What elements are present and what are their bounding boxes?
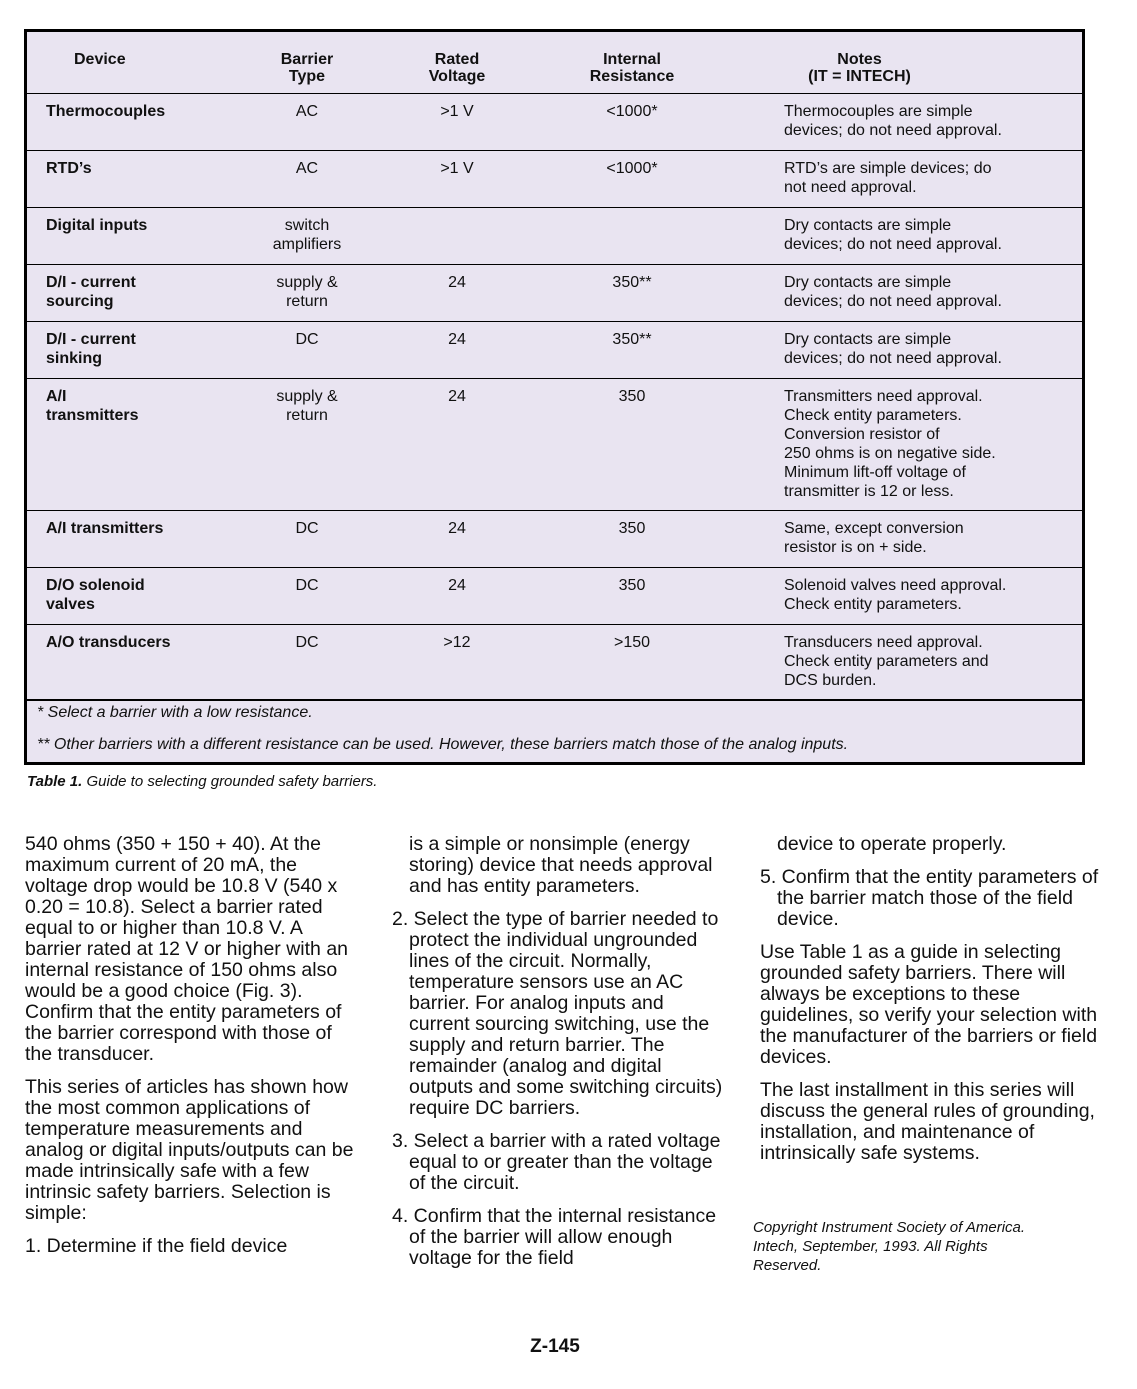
- barrier-cell: supply & return: [276, 274, 338, 310]
- device-cell: A/O transducers: [46, 634, 171, 651]
- voltage-cell: >1 V: [440, 160, 474, 177]
- barrier-cell: DC: [295, 331, 319, 348]
- resistance-cell: >150: [613, 634, 651, 651]
- table-row: [27, 379, 1082, 511]
- table-row: [27, 265, 1082, 322]
- paragraph: The last installment in this series will discuss the general rules of grounding, installation, and maintenance of intrinsically safe systems.: [760, 1079, 1095, 1164]
- notes-cell: Transducers need approval. Check entity parameters and DCS burden.: [784, 634, 989, 689]
- device-cell: D/I - current sinking: [46, 331, 136, 367]
- list-item: 3. Select a barrier with a rated voltage equal to or greater than the voltage of the circuit.: [392, 1130, 721, 1194]
- device-cell: A/I transmitters: [46, 520, 164, 537]
- text-column-2: [392, 834, 727, 1281]
- header-internal-resistance: Internal Resistance: [589, 51, 675, 85]
- barrier-cell: DC: [295, 520, 319, 537]
- table-header-row: [27, 32, 1082, 94]
- resistance-cell: 350: [618, 520, 646, 537]
- voltage-cell: >1 V: [440, 103, 474, 120]
- barrier-cell: DC: [295, 634, 319, 651]
- voltage-cell: 24: [448, 274, 466, 291]
- barrier-selection-table: [24, 29, 1085, 765]
- table-row: [27, 625, 1082, 701]
- text-column-1: [25, 834, 360, 1269]
- voltage-cell: 24: [448, 520, 466, 537]
- copyright-notice: Copyright Instrument Society of America. Intech, September, 1993. All Rights Reserved.: [753, 1219, 1026, 1274]
- table-caption: [27, 773, 377, 790]
- voltage-cell: 24: [448, 388, 466, 405]
- table-row: [27, 151, 1082, 208]
- header-rated-voltage: Rated Voltage: [428, 51, 486, 85]
- notes-cell: Transmitters need approval. Check entity parameters. Conversion resistor of 250 ohms is on negative side. Minimum lift-off voltage of transmitter is 12 or less.: [784, 388, 996, 500]
- list-item-continued: is a simple or nonsimple (energy storing) device that needs approval and has entity parameters.: [409, 833, 713, 897]
- barrier-cell: AC: [295, 103, 319, 120]
- notes-cell: Solenoid valves need approval. Check entity parameters.: [784, 577, 1007, 613]
- notes-cell: Same, except conversion resistor is on + side.: [784, 520, 964, 556]
- paragraph: This series of articles has shown how the most common applications of temperature measurements and analog or digital inputs/outputs can be made intrinsically safe with a few intrinsic safety barriers. Selection is simple:: [25, 1076, 354, 1224]
- caption-text: Guide to selecting grounded safety barriers.: [82, 773, 378, 790]
- table-row: [27, 208, 1082, 265]
- list-item: 5. Confirm that the entity parameters of the barrier match those of the field device.: [760, 866, 1099, 930]
- paragraph: Use Table 1 as a guide in selecting grounded safety barriers. There will always be exceptions to these guidelines, so verify your selection with the manufacturer of the barriers or field devices.: [760, 941, 1098, 1068]
- barrier-cell: DC: [295, 577, 319, 594]
- resistance-cell: 350**: [612, 274, 652, 291]
- barrier-cell: supply & return: [276, 388, 338, 424]
- text-column-3: [753, 833, 1105, 1275]
- device-cell: Thermocouples: [46, 103, 166, 120]
- table-row: [27, 568, 1082, 625]
- list-item: 4. Confirm that the internal resistance of the barrier will allow enough voltage for the field: [392, 1205, 717, 1269]
- table-footnote-1: * Select a barrier with a low resistance.: [37, 704, 313, 721]
- list-item: 2. Select the type of barrier needed to protect the individual ungrounded lines of the circuit. Normally, temperature sensors use an AC barrier. For analog inputs and current sourcing switching, use the supply and return barrier. The remainder (analog and digital outputs and some switching circuits) require DC barriers.: [392, 908, 723, 1119]
- voltage-cell: 24: [448, 331, 466, 348]
- header-barrier-type: Barrier Type: [280, 51, 334, 85]
- header-notes: Notes (IT = INTECH): [808, 51, 911, 85]
- table-row: [27, 322, 1082, 379]
- notes-cell: Dry contacts are simple devices; do not need approval.: [784, 217, 1002, 253]
- resistance-cell: 350: [618, 388, 646, 405]
- notes-cell: Dry contacts are simple devices; do not need approval.: [784, 274, 1002, 310]
- barrier-cell: AC: [295, 160, 319, 177]
- page-number: Z-145: [530, 1336, 580, 1357]
- list-item: 1. Determine if the field device: [25, 1235, 288, 1257]
- notes-cell: Thermocouples are simple devices; do not need approval.: [784, 103, 1002, 139]
- table-row: [27, 511, 1082, 568]
- resistance-cell: 350**: [612, 331, 652, 348]
- table-row: [27, 94, 1082, 151]
- caption-label: Table 1.: [27, 773, 83, 790]
- notes-cell: Dry contacts are simple devices; do not need approval.: [784, 331, 1002, 367]
- table-footnote-2: ** Other barriers with a different resistance can be used. However, these barriers match those of the analog inputs.: [37, 736, 849, 753]
- resistance-cell: 350: [618, 577, 646, 594]
- device-cell: Digital inputs: [46, 217, 148, 234]
- voltage-cell: 24: [448, 577, 466, 594]
- device-cell: A/I transmitters: [46, 388, 139, 424]
- device-cell: D/O solenoid valves: [46, 577, 145, 613]
- voltage-cell: >12: [443, 634, 471, 651]
- barrier-cell: switch amplifiers: [272, 217, 342, 253]
- paragraph: 540 ohms (350 + 150 + 40). At the maximum current of 20 mA, the voltage drop would be 10.8 V (540 x 0.20 = 10.8). Select a barrier rated equal to or higher than 10.8 V. A barrier rated at 12 V or higher with an internal resistance of 150 ohms also would be a good choice (Fig. 3). Confirm that the entity parameters of the barrier correspond with those of the transducer.: [25, 833, 349, 1065]
- header-device: Device: [74, 51, 126, 68]
- resistance-cell: <1000*: [606, 160, 658, 177]
- device-cell: RTD’s: [46, 160, 92, 177]
- device-cell: D/I - current sourcing: [46, 274, 136, 310]
- list-item-continued: device to operate properly.: [777, 833, 1007, 855]
- notes-cell: RTD’s are simple devices; do not need approval.: [784, 160, 992, 196]
- resistance-cell: <1000*: [606, 103, 658, 120]
